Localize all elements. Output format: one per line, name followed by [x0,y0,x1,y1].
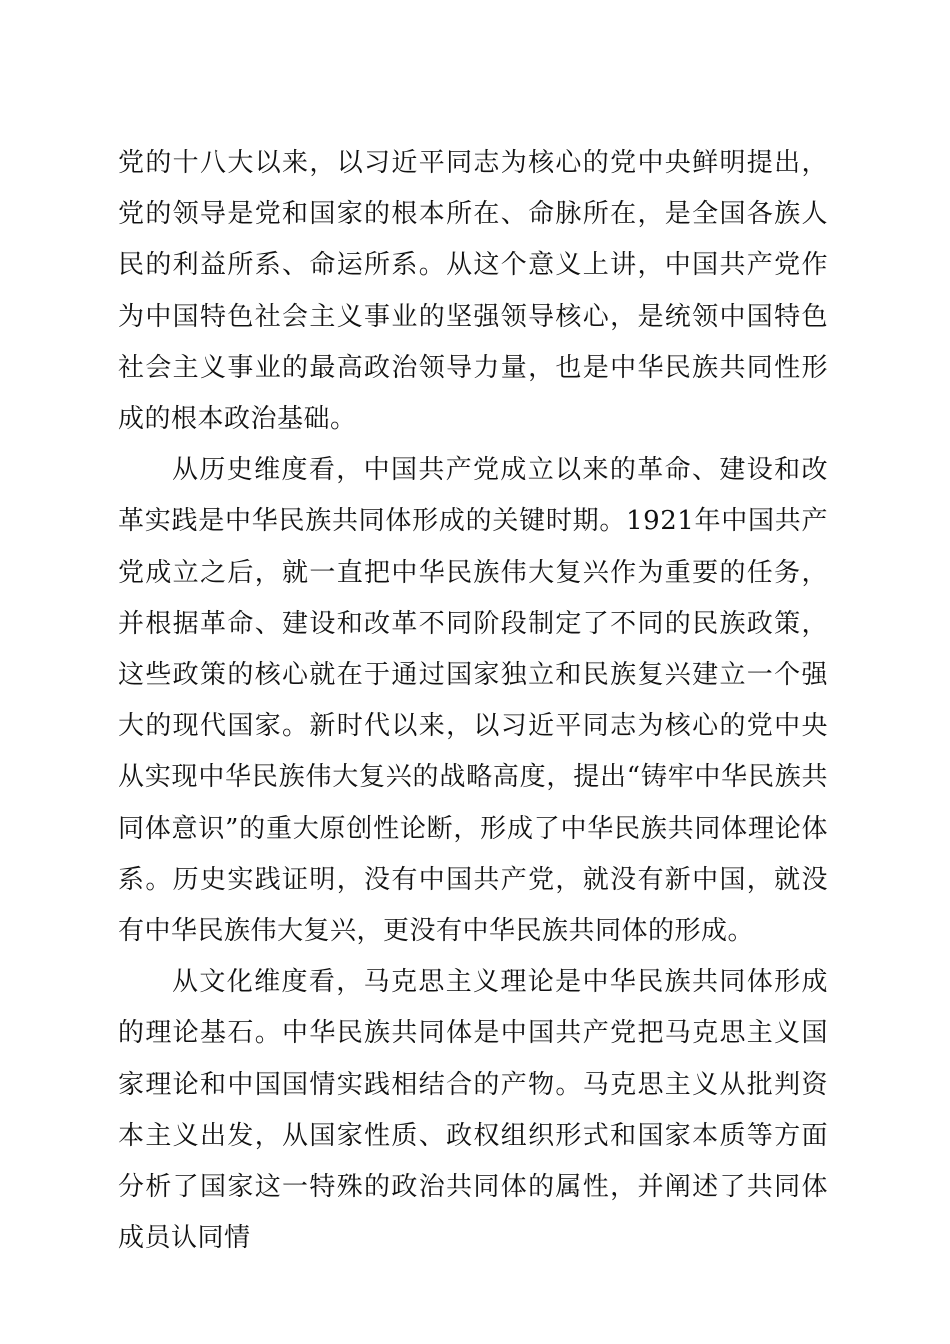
paragraph-3: 从文化维度看，马克思主义理论是中华民族共同体形成的理论基石。中华民族共同体是中国共产党把马克思主义国家理论和中国国情实践相结合的产物。马克思主义从批判资本主义出发，从国家性质、政权组织形式和国家本质等方面分析了国家这一特殊的政治共同体的属性，并阐述了共同体成员认同情 [118,967,828,1254]
paragraph-1: 党的十八大以来，以习近平同志为核心的党中央鲜明提出，党的领导是党和国家的根本所在、命脉所在，是全国各族人民的利益所系、命运所系。从这个意义上讲，中国共产党作为中国特色社会主义事业的坚强领导核心，是统领中国特色社会主义事业的最高政治领导力量，也是中华民族共同性形成的根本政治基础。 [118,148,828,435]
body-text [118,138,828,1264]
paragraph-2: 从历史维度看，中国共产党成立以来的革命、建设和改革实践是中华民族共同体形成的关键时期。1921年中国共产党成立之后，就一直把中华民族伟大复兴作为重要的任务，并根据革命、建设和改革不同阶段制定了不同的民族政策，这些政策的核心就在于通过国家独立和民族复兴建立一个强大的现代国家。新时代以来，以习近平同志为核心的党中央从实现中华民族伟大复兴的战略高度，提出“铸牢中华民族共同体意识”的重大原创性论断，形成了中华民族共同体理论体系。历史实践证明，没有中国共产党，就没有新中国，就没有中华民族伟大复兴，更没有中华民族共同体的形成。 [118,455,828,947]
